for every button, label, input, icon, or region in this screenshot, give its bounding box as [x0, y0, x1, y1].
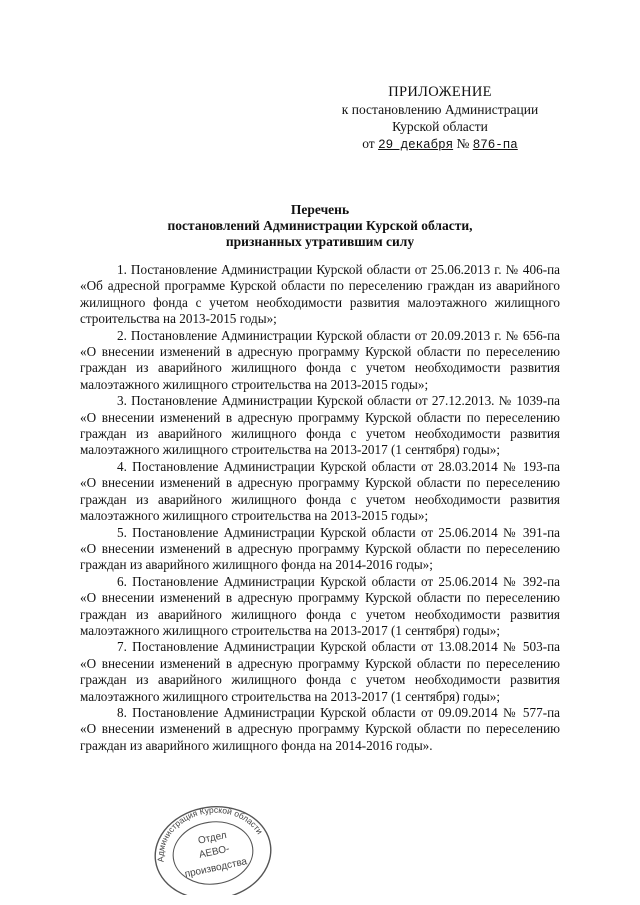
stamp-line-1: Отдел: [197, 829, 228, 847]
appendix-date-line: [320, 135, 560, 154]
appendix-header: [320, 84, 560, 154]
document-heading: [80, 202, 560, 250]
stamp-line-3: производства: [183, 856, 249, 881]
appendix-title: ПРИЛОЖЕНИЕ: [388, 84, 492, 100]
appendix-line-2: Курской области: [392, 119, 488, 134]
heading-line-3: признанных утратившим силу: [225, 234, 415, 249]
heading-line-1: Перечень: [290, 202, 350, 217]
appendix-line-1: к постановлению Администрации: [341, 102, 539, 117]
stamp-line-2: АЕВО-: [198, 843, 231, 861]
number-value: 876-па: [472, 138, 518, 152]
list-item: 8. Постановление Администрации Курской области от 09.09.2014 № 577-па «О внесении изменений в адресную программу Курской области по переселению граждан из аварийного жилищного фонда на 2014-2016 годы».: [80, 704, 560, 753]
stamp-ring-text: Администрация Курской области: [155, 804, 265, 863]
list-item: 6. Постановление Администрации Курской области от 25.06.2014 № 392-па «О внесении изменений в адресную программу Курской области по переселению граждан из аварийного жилищного фонда с учетом необходимости развития малоэтажного жилищного строительства на 2013-2017 (1 сентября) годы»;: [80, 573, 560, 638]
resolutions-list: [80, 262, 560, 754]
list-item: 3. Постановление Администрации Курской области от 27.12.2013. № 1039-па «О внесении изменений в адресную программу Курской области по переселению граждан из аварийного жилищного фонда с учетом необходимости развития малоэтажного жилищного строительства на 2013-2017 (1 сентября) годы»;: [80, 393, 560, 458]
heading-line-2: постановлений Администрации Курской области,: [167, 218, 473, 233]
list-item: 7. Постановление Администрации Курской области от 13.08.2014 № 503-па «О внесении изменений в адресную программу Курской области по переселению граждан из аварийного жилищного фонда с учетом необходимости развития малоэтажного жилищного строительства на 2013-2017 (1 сентября) годы»;: [80, 639, 560, 704]
stamp-seal: [145, 795, 280, 895]
date-prefix: от: [362, 136, 375, 151]
list-item: 4. Постановление Администрации Курской области от 28.03.2014 № 193-па «О внесении изменений в адресную программу Курской области по переселению граждан из аварийного жилищного фонда с учетом необходимости развития малоэтажного жилищного строительства на 2013-2015 годы»;: [80, 458, 560, 524]
date-value: 29 декабря: [378, 138, 454, 152]
list-item: 1. Постановление Администрации Курской области от 25.06.2013 г. № 406-па «Об адресной программе Курской области по переселению граждан из аварийного жилищного фонда с учетом необходимости развития малоэтажного жилищного строительства на 2013-2015 годы»;: [80, 262, 560, 327]
number-sign: №: [456, 136, 470, 151]
department-stamp: [145, 795, 280, 895]
list-item: 2. Постановление Администрации Курской области от 20.09.2013 г. № 656-па «О внесении изменений в адресную программу Курской области по переселению граждан из аварийного жилищного фонда с учетом необходимости развития малоэтажного жилищного строительства на 2013-2015 годы»;: [80, 327, 560, 392]
list-item: 5. Постановление Администрации Курской области от 25.06.2014 № 391-па «О внесении изменений в адресную программу Курской области по переселению граждан из аварийного жилищного фонда на 2014-2016 годы»;: [80, 524, 560, 573]
